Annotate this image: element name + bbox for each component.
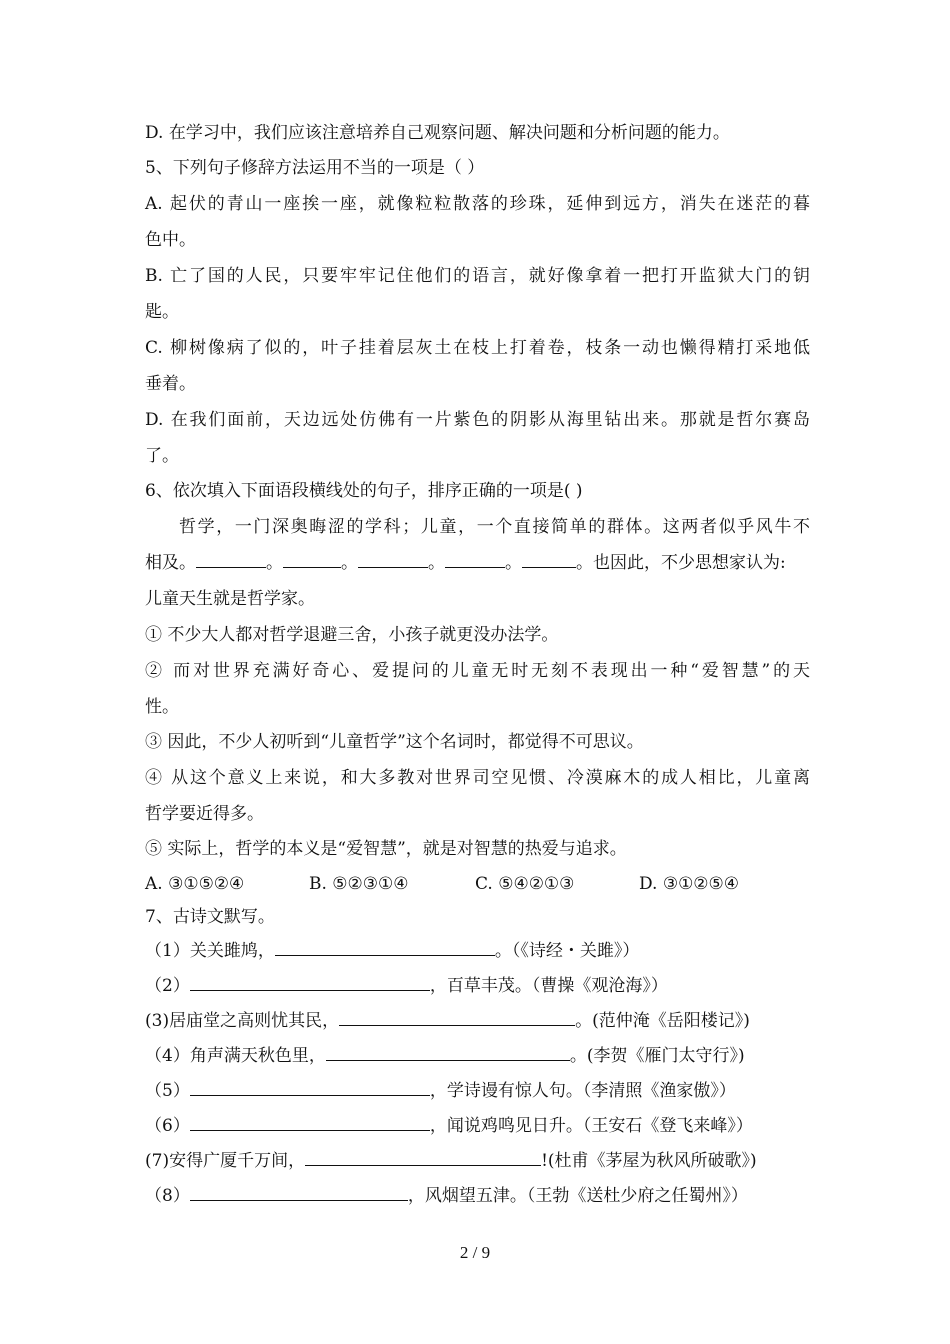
q7-item-2 bbox=[145, 975, 810, 997]
q7-item-1 bbox=[145, 940, 810, 962]
q5-option-a-line1: A. 起伏的青山一座挨一座，就像粒粒散落的珍珠，延伸到远方，消失在迷茫的暮 bbox=[145, 194, 810, 214]
period: 。 bbox=[341, 553, 358, 573]
item-prefix: (3)居庙堂之高则忧其民， bbox=[145, 1011, 340, 1031]
q6-passage-line1: 哲学，一门深奥晦涩的学科；儿童，一个直接简单的群体。这两者似乎风牛不 bbox=[179, 517, 810, 537]
item-prefix: （6） bbox=[145, 1116, 190, 1136]
fill-blank-5[interactable] bbox=[522, 553, 576, 568]
q6-passage-line3: 儿童天生就是哲学家。 bbox=[145, 589, 315, 609]
item-suffix: ，百草丰茂。（曹操《观沧海》） bbox=[429, 976, 668, 996]
period: 。 bbox=[505, 553, 522, 573]
q5-option-b-line1: B. 亡了国的人民，只要牢牢记住他们的语言，就好像拿着一把打开监狱大门的钥 bbox=[145, 266, 810, 286]
q7-item-3 bbox=[145, 1010, 810, 1032]
q6-option-a: A. ③①⑤②④ bbox=[145, 874, 245, 894]
q6-sentence-3: ③ 因此，不少人初听到“儿童哲学”这个名词时，都觉得不可思议。 bbox=[145, 732, 644, 752]
item-suffix: ，闻说鸡鸣见日升。（王安石《登飞来峰》） bbox=[429, 1116, 753, 1136]
answer-blank[interactable] bbox=[275, 941, 495, 956]
item-prefix: （5） bbox=[145, 1081, 190, 1101]
answer-blank[interactable] bbox=[190, 1081, 430, 1096]
item-suffix: !(杜甫《茅屋为秋风所破歌》) bbox=[541, 1151, 757, 1171]
item-prefix: （4）角声满天秋色里， bbox=[145, 1046, 326, 1066]
q6-option-c: C. ⑤④②①③ bbox=[475, 874, 575, 894]
q6-option-d: D. ③①②⑤④ bbox=[639, 874, 740, 894]
item-prefix: （8） bbox=[145, 1186, 190, 1206]
period: 。 bbox=[428, 553, 445, 573]
fill-blank-1[interactable] bbox=[196, 553, 266, 568]
q7-item-6 bbox=[145, 1115, 810, 1137]
item-prefix: （2） bbox=[145, 976, 190, 996]
q5-option-b-line2: 匙。 bbox=[145, 302, 179, 322]
item-prefix: （1）关关雎鸠， bbox=[145, 941, 275, 961]
q6-passage-line2 bbox=[145, 552, 810, 574]
answer-blank[interactable] bbox=[305, 1151, 541, 1166]
item-suffix: ，学诗谩有惊人句。（李清照《渔家傲》） bbox=[429, 1081, 736, 1101]
q6-option-b: B. ⑤②③①④ bbox=[309, 874, 409, 894]
passage-text: 。也因此，不少思想家认为: bbox=[576, 553, 786, 573]
q6-sentence-4-line2: 哲学要近得多。 bbox=[145, 804, 264, 824]
q6-sentence-1: ① 不少大人都对哲学退避三舍，小孩子就更没办法学。 bbox=[145, 625, 559, 645]
q6-stem: 6、依次填入下面语段横线处的句子，排序正确的一项是( ) bbox=[145, 481, 583, 501]
q6-options bbox=[145, 873, 810, 895]
answer-blank[interactable] bbox=[326, 1046, 570, 1061]
q4-option-d: D. 在学习中，我们应该注意培养自己观察问题、解决问题和分析问题的能力。 bbox=[145, 123, 730, 143]
q5-option-d-line1: D. 在我们面前，天边远处仿佛有一片紫色的阴影从海里钻出来。那就是哲尔赛岛 bbox=[145, 410, 810, 430]
passage-text: 相及。 bbox=[145, 553, 196, 573]
q5-stem: 5、下列句子修辞方法运用不当的一项是（ ） bbox=[145, 158, 485, 178]
q5-option-a-line2: 色中。 bbox=[145, 230, 196, 250]
period: 。 bbox=[266, 553, 283, 573]
fill-blank-2[interactable] bbox=[283, 553, 341, 568]
answer-blank[interactable] bbox=[190, 1186, 408, 1201]
item-suffix: 。(李贺《雁门太守行》) bbox=[569, 1046, 745, 1066]
q6-sentence-2-line1: ② 而对世界充满好奇心、爱提问的儿童无时无刻不表现出一种“爱智慧”的天 bbox=[145, 661, 810, 681]
q6-sentence-4-line1: ④ 从这个意义上来说，和大多教对世界司空见惯、冷漠麻木的成人相比，儿童离 bbox=[145, 768, 810, 788]
q6-sentence-5: ⑤ 实际上，哲学的本义是“爱智慧”，就是对智慧的热爱与追求。 bbox=[145, 839, 627, 859]
q6-sentence-2-line2: 性。 bbox=[145, 697, 179, 717]
q7-item-7 bbox=[145, 1150, 810, 1172]
q7-item-4 bbox=[145, 1045, 810, 1067]
q5-option-d-line2: 了。 bbox=[145, 446, 179, 466]
fill-blank-4[interactable] bbox=[445, 553, 505, 568]
q7-item-5 bbox=[145, 1080, 810, 1102]
item-suffix: 。(范仲淹《岳阳楼记》) bbox=[575, 1011, 750, 1031]
answer-blank[interactable] bbox=[339, 1011, 575, 1026]
q5-option-c-line1: C. 柳树像病了似的，叶子挂着层灰土在枝上打着卷，枝条一动也懒得精打采地低 bbox=[145, 338, 810, 358]
answer-blank[interactable] bbox=[190, 976, 430, 991]
item-suffix: 。（《诗经・关雎》） bbox=[494, 941, 640, 961]
fill-blank-3[interactable] bbox=[358, 553, 428, 568]
item-suffix: ，风烟望五津。（王勃《送杜少府之任蜀州》） bbox=[407, 1186, 748, 1206]
q7-item-8 bbox=[145, 1185, 810, 1207]
q7-stem: 7、古诗文默写。 bbox=[145, 907, 275, 927]
item-prefix: (7)安得广厦千万间， bbox=[145, 1151, 306, 1171]
q5-option-c-line2: 垂着。 bbox=[145, 374, 196, 394]
answer-blank[interactable] bbox=[190, 1116, 430, 1131]
page-number: 2 / 9 bbox=[459, 1243, 491, 1262]
